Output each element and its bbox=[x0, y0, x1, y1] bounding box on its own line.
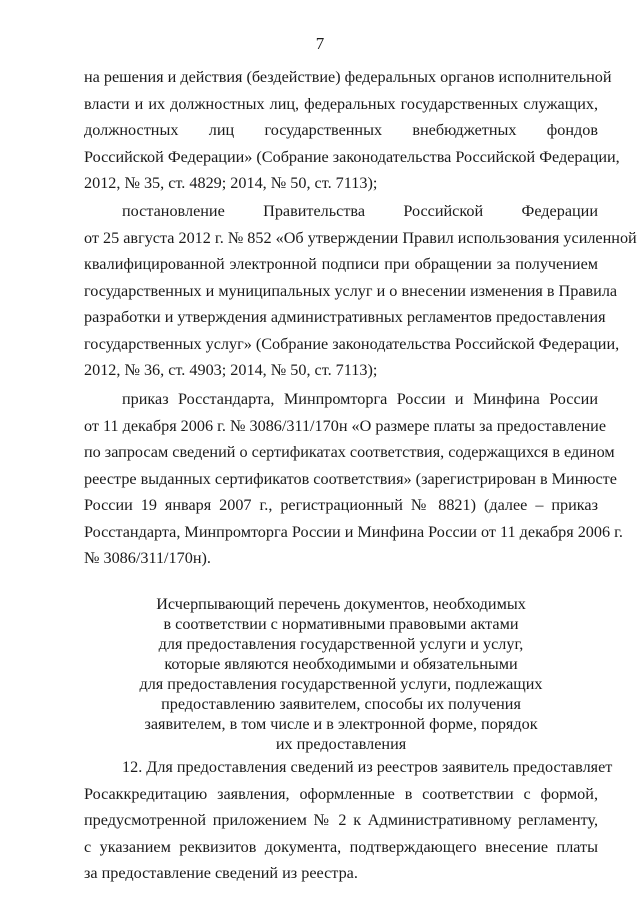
heading-line: заявителем, в том числе и в электронной форме, порядок bbox=[144, 715, 538, 733]
text-line: от 11 декабря 2006 г. № 3086/311/170н «О размере платы за предоставление bbox=[84, 416, 607, 435]
text-line: должностных лиц государственных внебюджетных фондов bbox=[84, 121, 598, 139]
text-line: с указанием реквизитов документа, подтверждающего внесение платы bbox=[84, 837, 598, 856]
text-line: России 19 января 2007 г., регистрационный № 8821) (далее – приказ bbox=[84, 496, 598, 514]
paragraph-order-3086 bbox=[84, 386, 623, 572]
text-line: предусмотренной приложением № 2 к Административному регламенту, bbox=[84, 811, 598, 829]
heading-line: которые являются необходимыми и обязательными bbox=[164, 655, 518, 673]
text-line: на решения и действия (бездействие) федеральных органов исполнительной bbox=[84, 68, 612, 86]
paragraph-federal-organs bbox=[84, 64, 620, 197]
text-line: Росстандарта, Минпромторга России и Минфина России от 11 декабря 2006 г. bbox=[84, 522, 623, 541]
heading-line: Исчерпывающий перечень документов, необходимых bbox=[156, 595, 526, 613]
heading-line: для предоставления государственной услуги и услуг, bbox=[158, 635, 524, 653]
text-line: государственных и муниципальных услуг и о внесении изменения в Правила bbox=[84, 281, 618, 300]
text-line: разработки и утверждения административных регламентов предоставления bbox=[84, 308, 606, 326]
text-line: 2012, № 35, ст. 4829; 2014, № 50, ст. 7113); bbox=[84, 174, 378, 192]
page-number: 7 bbox=[315, 34, 325, 53]
heading-line: для предоставления государственной услуги, подлежащих bbox=[139, 675, 543, 693]
text-line: от 25 августа 2012 г. № 852 «Об утверждении Правил использования усиленной bbox=[84, 228, 637, 247]
text-line: постановление Правительства Российской Федерации bbox=[122, 202, 598, 220]
heading-line: их предоставления bbox=[275, 735, 407, 753]
text-line: № 3086/311/170н). bbox=[84, 549, 211, 567]
text-line: государственных услуг» (Собрание законодательства Российской Федерации, bbox=[84, 334, 620, 353]
text-line: приказ Росстандарта, Минпромторга России и Минфина России bbox=[122, 390, 598, 408]
heading-line: предоставлению заявителем, способы их получения bbox=[161, 695, 521, 713]
paragraph-resolution-852 bbox=[84, 198, 637, 384]
section-heading bbox=[84, 594, 598, 754]
paragraph-item-12 bbox=[84, 754, 613, 887]
text-line: квалифицированной электронной подписи при обращении за получением bbox=[84, 255, 598, 273]
text-line: реестре выданных сертификатов соответствия» (зарегистрирован в Минюсте bbox=[84, 469, 617, 488]
text-line: 2012, № 36, ст. 4903; 2014, № 50, ст. 7113); bbox=[84, 361, 378, 379]
text-line: 12. Для предоставления сведений из реестров заявитель предоставляет bbox=[122, 758, 613, 776]
text-line: по запросам сведений о сертификатах соответствия, содержащихся в едином bbox=[84, 443, 615, 461]
text-line: Российской Федерации» (Собрание законодательства Российской Федерации, bbox=[84, 147, 620, 166]
text-line: Росаккредитацию заявления, оформленные в соответствии с формой, bbox=[84, 784, 598, 803]
text-line: за предоставление сведений из реестра. bbox=[84, 864, 358, 882]
heading-line: в соответствии с нормативными правовыми актами bbox=[163, 615, 519, 633]
text-line: власти и их должностных лиц, федеральных государственных служащих, bbox=[84, 94, 598, 113]
